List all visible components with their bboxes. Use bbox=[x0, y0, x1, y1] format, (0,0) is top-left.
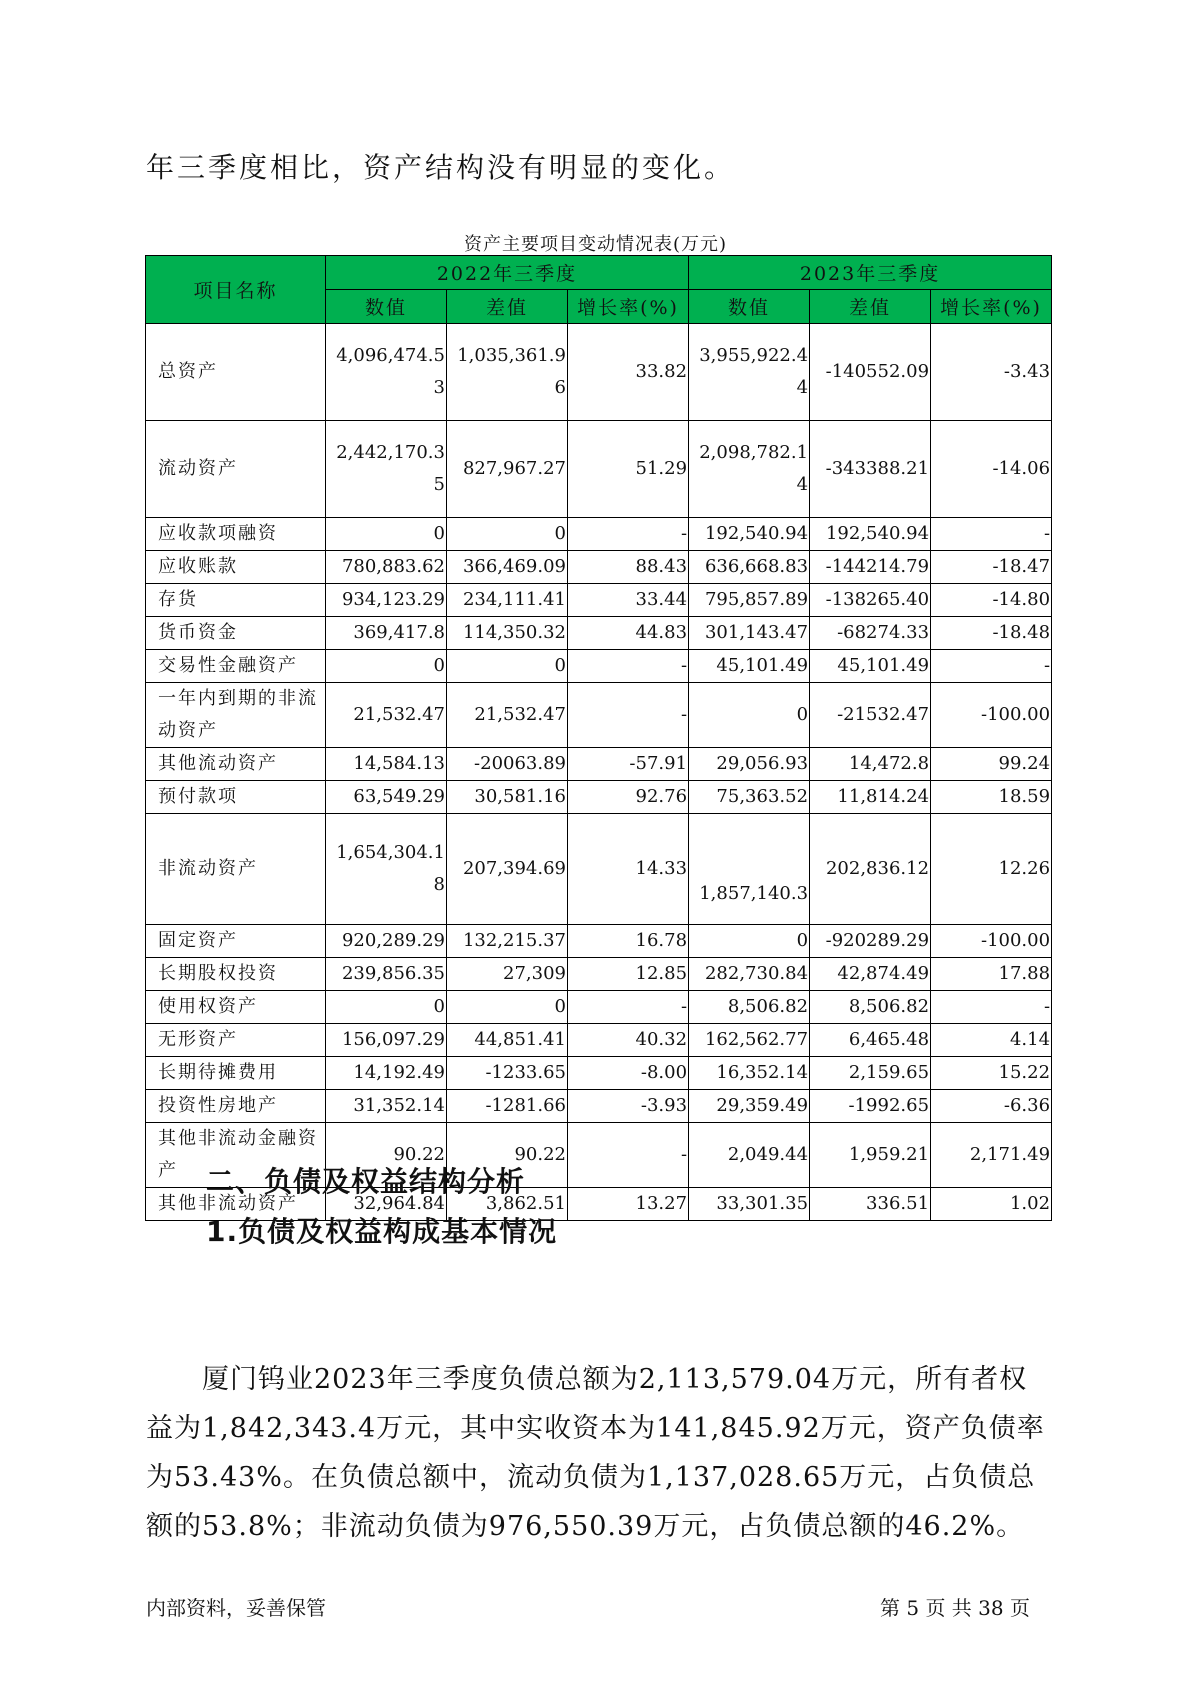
cell-v23: 2,049.44 bbox=[689, 1123, 810, 1188]
cell-v23: 2,098,782.14 bbox=[689, 421, 810, 518]
table-row bbox=[146, 1024, 1052, 1057]
cell-d23: 2,159.65 bbox=[810, 1057, 931, 1090]
cell-d23: -21532.47 bbox=[810, 683, 931, 748]
cell-r23: -100.00 bbox=[931, 683, 1052, 748]
cell-d22: 1,035,361.96 bbox=[447, 324, 568, 421]
subsection-heading: 1.负债及权益构成基本情况 bbox=[206, 1215, 558, 1248]
table-row bbox=[146, 1090, 1052, 1123]
cell-d22: 207,394.69 bbox=[447, 814, 568, 925]
cell-name: 存货 bbox=[146, 584, 326, 617]
cell-v23: 301,143.47 bbox=[689, 617, 810, 650]
cell-v23: 636,668.83 bbox=[689, 551, 810, 584]
cell-v23: 192,540.94 bbox=[689, 518, 810, 551]
cell-d23: 42,874.49 bbox=[810, 958, 931, 991]
cell-name: 一年内到期的非流动资产 bbox=[146, 683, 326, 748]
cell-v23: 282,730.84 bbox=[689, 958, 810, 991]
cell-v22: 4,096,474.53 bbox=[326, 324, 447, 421]
table-row bbox=[146, 1057, 1052, 1090]
body-paragraph: 厦门钨业2023年三季度负债总额为2,113,579.04万元，所有者权益为1,842,343.4万元，其中实收资本为141,845.92万元，资产负债率为53.43%。在负债总额中，流动负债为1,137,028.65万元，占负债总额的53.8%；非流动负债为976,550.39万元，占负债总额的46.2%。 bbox=[146, 1364, 1045, 1542]
cell-d23: 1,959.21 bbox=[810, 1123, 931, 1188]
cell-d22: -1233.65 bbox=[447, 1057, 568, 1090]
cell-d23: -140552.09 bbox=[810, 324, 931, 421]
cell-d22: -20063.89 bbox=[447, 748, 568, 781]
cell-name: 长期待摊费用 bbox=[146, 1057, 326, 1090]
cell-name: 无形资产 bbox=[146, 1024, 326, 1057]
cell-r23: 12.26 bbox=[931, 814, 1052, 925]
cell-r22: -57.91 bbox=[568, 748, 689, 781]
cell-d23: -920289.29 bbox=[810, 925, 931, 958]
table-row bbox=[146, 925, 1052, 958]
header-period-2022: 2022年三季度 bbox=[326, 256, 689, 290]
cell-r22: -3.93 bbox=[568, 1090, 689, 1123]
cell-r22: - bbox=[568, 518, 689, 551]
cell-r22: 14.33 bbox=[568, 814, 689, 925]
cell-r23: -3.43 bbox=[931, 324, 1052, 421]
cell-d23: 45,101.49 bbox=[810, 650, 931, 683]
cell-v23: 795,857.89 bbox=[689, 584, 810, 617]
header-item-name: 项目名称 bbox=[146, 256, 326, 324]
header-value-2023: 数值 bbox=[689, 290, 810, 324]
table-row bbox=[146, 991, 1052, 1024]
cell-v22: 2,442,170.35 bbox=[326, 421, 447, 518]
cell-r22: 13.27 bbox=[568, 1188, 689, 1221]
cell-d22: 90.22 bbox=[447, 1123, 568, 1188]
cell-r23: 18.59 bbox=[931, 781, 1052, 814]
table-row bbox=[146, 617, 1052, 650]
cell-v22: 63,549.29 bbox=[326, 781, 447, 814]
cell-v22: 1,654,304.18 bbox=[326, 814, 447, 925]
table-row bbox=[146, 814, 1052, 925]
cell-d23: 8,506.82 bbox=[810, 991, 931, 1024]
cell-v22: 90.22 bbox=[326, 1123, 447, 1188]
section-heading: 二、负债及权益结构分析 bbox=[206, 1165, 526, 1198]
cell-r22: 40.32 bbox=[568, 1024, 689, 1057]
table-row bbox=[146, 781, 1052, 814]
cell-r22: - bbox=[568, 650, 689, 683]
cell-r23: 2,171.49 bbox=[931, 1123, 1052, 1188]
cell-r22: - bbox=[568, 1123, 689, 1188]
cell-r23: 15.22 bbox=[931, 1057, 1052, 1090]
cell-v22: 0 bbox=[326, 650, 447, 683]
cell-d23: 202,836.12 bbox=[810, 814, 931, 925]
cell-v22: 0 bbox=[326, 991, 447, 1024]
cell-r23: - bbox=[931, 650, 1052, 683]
cell-d22: -1281.66 bbox=[447, 1090, 568, 1123]
cell-name: 其他非流动金融资产 bbox=[146, 1123, 326, 1188]
cell-v22: 0 bbox=[326, 518, 447, 551]
cell-v23: 3,955,922.44 bbox=[689, 324, 810, 421]
asset-change-table bbox=[145, 255, 1052, 1221]
cell-d22: 234,111.41 bbox=[447, 584, 568, 617]
cell-d22: 827,967.27 bbox=[447, 421, 568, 518]
cell-v22: 934,123.29 bbox=[326, 584, 447, 617]
cell-d22: 21,532.47 bbox=[447, 683, 568, 748]
cell-v22: 369,417.8 bbox=[326, 617, 447, 650]
header-rate-2023: 增长率(%) bbox=[931, 290, 1052, 324]
cell-v22: 156,097.29 bbox=[326, 1024, 447, 1057]
cell-r22: 33.82 bbox=[568, 324, 689, 421]
cell-d22: 30,581.16 bbox=[447, 781, 568, 814]
cell-d23: 14,472.8 bbox=[810, 748, 931, 781]
header-rate-2022: 增长率(%) bbox=[568, 290, 689, 324]
cell-name: 应收账款 bbox=[146, 551, 326, 584]
cell-name: 固定资产 bbox=[146, 925, 326, 958]
header-period-2023: 2023年三季度 bbox=[689, 256, 1052, 290]
cell-v23: 29,359.49 bbox=[689, 1090, 810, 1123]
cell-v22: 31,352.14 bbox=[326, 1090, 447, 1123]
table-row bbox=[146, 958, 1052, 991]
cell-name: 预付款项 bbox=[146, 781, 326, 814]
cell-name: 流动资产 bbox=[146, 421, 326, 518]
cell-r23: -100.00 bbox=[931, 925, 1052, 958]
cell-d23: 336.51 bbox=[810, 1188, 931, 1221]
cell-name: 其他流动资产 bbox=[146, 748, 326, 781]
cell-r22: 16.78 bbox=[568, 925, 689, 958]
cell-d22: 0 bbox=[447, 991, 568, 1024]
cell-name: 应收款项融资 bbox=[146, 518, 326, 551]
cell-v22: 14,192.49 bbox=[326, 1057, 447, 1090]
cell-d23: 6,465.48 bbox=[810, 1024, 931, 1057]
cell-d23: -68274.33 bbox=[810, 617, 931, 650]
cell-r23: 4.14 bbox=[931, 1024, 1052, 1057]
cell-v23: 33,301.35 bbox=[689, 1188, 810, 1221]
cell-r22: 92.76 bbox=[568, 781, 689, 814]
cell-name: 长期股权投资 bbox=[146, 958, 326, 991]
cell-r22: - bbox=[568, 683, 689, 748]
cell-d23: 11,814.24 bbox=[810, 781, 931, 814]
cell-d22: 44,851.41 bbox=[447, 1024, 568, 1057]
cell-r22: 88.43 bbox=[568, 551, 689, 584]
cell-r23: 99.24 bbox=[931, 748, 1052, 781]
cell-d22: 0 bbox=[447, 518, 568, 551]
cell-r23: - bbox=[931, 518, 1052, 551]
table-row bbox=[146, 421, 1052, 518]
cell-r22: 33.44 bbox=[568, 584, 689, 617]
cell-v23: 16,352.14 bbox=[689, 1057, 810, 1090]
cell-r22: 44.83 bbox=[568, 617, 689, 650]
cell-v22: 21,532.47 bbox=[326, 683, 447, 748]
intro-text: 年三季度相比，资产结构没有明显的变化。 bbox=[146, 151, 736, 184]
cell-r22: -8.00 bbox=[568, 1057, 689, 1090]
cell-v23: 75,363.52 bbox=[689, 781, 810, 814]
cell-name: 总资产 bbox=[146, 324, 326, 421]
table-row bbox=[146, 650, 1052, 683]
cell-r22: 51.29 bbox=[568, 421, 689, 518]
cell-v22: 780,883.62 bbox=[326, 551, 447, 584]
table-row bbox=[146, 324, 1052, 421]
cell-r22: - bbox=[568, 991, 689, 1024]
cell-name: 非流动资产 bbox=[146, 814, 326, 925]
table-row bbox=[146, 683, 1052, 748]
cell-d23: -1992.65 bbox=[810, 1090, 931, 1123]
cell-v23: 1,857,140.3 bbox=[689, 814, 810, 925]
cell-v22: 14,584.13 bbox=[326, 748, 447, 781]
cell-name: 交易性金融资产 bbox=[146, 650, 326, 683]
cell-d22: 114,350.32 bbox=[447, 617, 568, 650]
cell-d23: -343388.21 bbox=[810, 421, 931, 518]
cell-name: 使用权资产 bbox=[146, 991, 326, 1024]
table-row bbox=[146, 584, 1052, 617]
cell-d22: 3,862.51 bbox=[447, 1188, 568, 1221]
footer-confidential-note: 内部资料，妥善保管 bbox=[146, 1596, 326, 1620]
cell-name: 其他非流动资产 bbox=[146, 1188, 326, 1221]
table-caption: 资产主要项目变动情况表(万元) bbox=[463, 234, 728, 255]
cell-d22: 27,309 bbox=[447, 958, 568, 991]
cell-v23: 0 bbox=[689, 925, 810, 958]
cell-r23: - bbox=[931, 991, 1052, 1024]
cell-d23: -138265.40 bbox=[810, 584, 931, 617]
cell-r23: 1.02 bbox=[931, 1188, 1052, 1221]
cell-d22: 132,215.37 bbox=[447, 925, 568, 958]
cell-v22: 239,856.35 bbox=[326, 958, 447, 991]
cell-d22: 366,469.09 bbox=[447, 551, 568, 584]
footer-page-number: 第 5 页 共 38 页 bbox=[880, 1596, 1030, 1620]
header-diff-2022: 差值 bbox=[447, 290, 568, 324]
cell-v23: 8,506.82 bbox=[689, 991, 810, 1024]
cell-v23: 29,056.93 bbox=[689, 748, 810, 781]
cell-r23: -14.06 bbox=[931, 421, 1052, 518]
header-value-2022: 数值 bbox=[326, 290, 447, 324]
cell-v23: 45,101.49 bbox=[689, 650, 810, 683]
table-row bbox=[146, 551, 1052, 584]
cell-r23: 17.88 bbox=[931, 958, 1052, 991]
table-row bbox=[146, 748, 1052, 781]
cell-name: 投资性房地产 bbox=[146, 1090, 326, 1123]
cell-v23: 162,562.77 bbox=[689, 1024, 810, 1057]
cell-r23: -14.80 bbox=[931, 584, 1052, 617]
cell-name: 货币资金 bbox=[146, 617, 326, 650]
cell-d23: -144214.79 bbox=[810, 551, 931, 584]
table-row bbox=[146, 518, 1052, 551]
cell-v22: 920,289.29 bbox=[326, 925, 447, 958]
cell-r23: -18.47 bbox=[931, 551, 1052, 584]
cell-d22: 0 bbox=[447, 650, 568, 683]
cell-d23: 192,540.94 bbox=[810, 518, 931, 551]
cell-r23: -18.48 bbox=[931, 617, 1052, 650]
cell-r23: -6.36 bbox=[931, 1090, 1052, 1123]
cell-r22: 12.85 bbox=[568, 958, 689, 991]
cell-v22: 32,964.84 bbox=[326, 1188, 447, 1221]
header-diff-2023: 差值 bbox=[810, 290, 931, 324]
cell-v23: 0 bbox=[689, 683, 810, 748]
